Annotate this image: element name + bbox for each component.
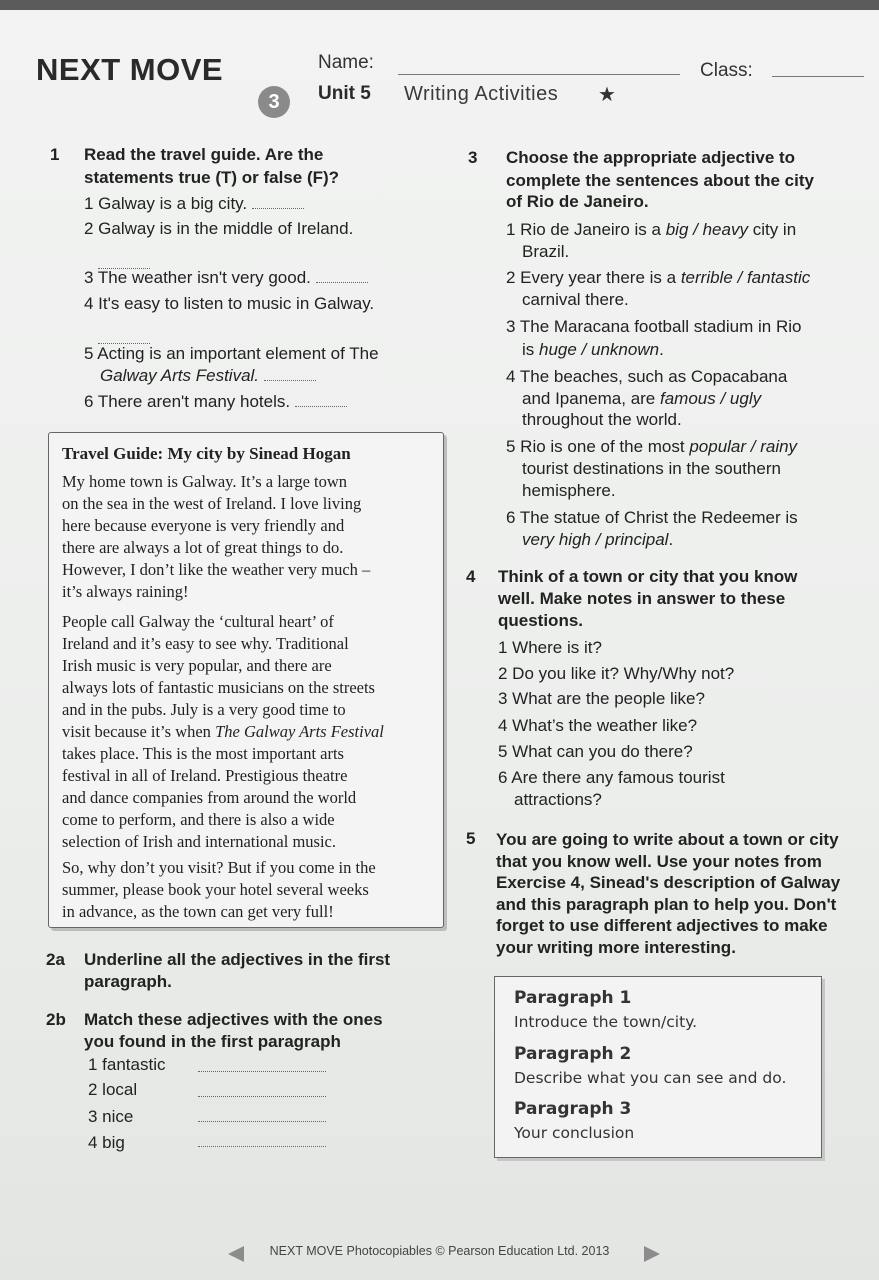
name-field[interactable] [398, 74, 680, 75]
ex1-instruction-line1: Read the travel guide. Are the [84, 145, 324, 164]
ex2b-item-2: 2 local [88, 1080, 138, 1099]
unit-title: Writing Activities [404, 83, 559, 105]
ex1-item-1: 1 Galway is a big city. [84, 194, 304, 214]
guide-paragraph-3: So, why don’t you visit? But if you come in the summer, please book your hotel several weeks in advance, as the town can get very full! [62, 858, 376, 921]
ex3-sentence-3: 3 The Maracana football stadium in Rio [506, 317, 802, 336]
plan-paragraph-2-heading: Paragraph 2 [514, 1044, 632, 1064]
answer-blank[interactable] [264, 380, 316, 381]
plan-paragraph-3-heading: Paragraph 3 [514, 1099, 632, 1119]
ex2b-item-3: 3 nice [88, 1107, 134, 1126]
name-label: Name: [318, 52, 374, 73]
answer-blank[interactable] [316, 282, 368, 283]
ex4-question-6-cont: attractions? [514, 790, 602, 809]
star-icon: ★ [598, 84, 616, 106]
ex3-sentence-5-cont2: hemisphere. [522, 481, 616, 500]
ex2b-number: 2b [46, 1010, 66, 1029]
ex1-item-4: 4 It's easy to listen to music in Galway. [84, 294, 375, 313]
ex3-sentence-4-cont: and Ipanema, are famous / ugly [522, 389, 762, 408]
plan-paragraph-3-text: Your conclusion [514, 1124, 635, 1142]
guide-paragraph-1: My home town is Galway. It’s a large town on the sea in the west of Ireland. I love living here because everyone is very friendly and there are always a lot of great things to do. However, I don’t like the weather very much – it’s always raining! [62, 472, 371, 601]
ex3-sentence-1: 1 Rio de Janeiro is a big / heavy city in [506, 220, 797, 239]
ex4-number: 4 [466, 567, 476, 586]
travel-guide-title: Travel Guide: My city by Sinead Hogan [62, 444, 351, 463]
ex3-sentence-6: 6 The statue of Christ the Redeemer is [506, 508, 798, 527]
ex1-instruction-line2: statements true (T) or false (F)? [84, 168, 340, 187]
guide-paragraph-2: People call Galway the ‘cultural heart’ of Ireland and it’s easy to see why. Traditional Irish music is very popular, and there are always lots of fantastic musicians on the streets and in the pubs. July is a very good time to visit because it’s when The Galway Arts Festival takes place. This is the most important arts festival in all of Ireland. Prestigious theatre and dance companies from around the world come to perform, and there is also a wide selection of Irish and international music. [62, 612, 384, 851]
ex4-question-6: 6 Are there any famous tourist [498, 768, 725, 787]
ex3-instruction-line3: of Rio de Janeiro. [506, 192, 649, 211]
answer-blank[interactable] [252, 208, 304, 209]
ex3-sentence-6-cont: very high / principal. [522, 530, 674, 549]
ex3-instruction-line1: Choose the appropriate adjective to [506, 148, 796, 167]
top-edge [0, 0, 879, 10]
ex2a-instruction-line1: Underline all the adjectives in the first [84, 950, 391, 969]
plan-paragraph-2-text: Describe what you can see and do. [514, 1069, 787, 1087]
plan-paragraph-1-heading: Paragraph 1 [514, 988, 632, 1008]
ex5-number: 5 [466, 829, 476, 848]
footer-arrow-right-icon [644, 1246, 660, 1262]
ex2a-instruction-line2: paragraph. [84, 972, 172, 991]
ex1-number: 1 [50, 145, 60, 164]
unit-label: Unit 5 [318, 83, 371, 104]
ex2b-instruction-line2: you found in the first paragraph [84, 1032, 341, 1051]
ex3-sentence-4-cont2: throughout the world. [522, 410, 682, 429]
ex1-item-3: 3 The weather isn't very good. [84, 268, 368, 288]
ex3-sentence-2: 2 Every year there is a terrible / fantastic [506, 268, 811, 287]
ex1-item-2: 2 Galway is in the middle of Ireland. [84, 219, 354, 238]
ex5-instruction: You are going to write about a town or city that you know well. Use your notes from Exercise 4, Sinead's description of Galway and this paragraph plan to help you. Don't forget to use different adjectives to make your writing more interesting. [496, 830, 841, 957]
answer-blank[interactable] [198, 1071, 326, 1072]
footer-copyright: NEXT MOVE Photocopiables © Pearson Education Ltd. 2013 [269, 1244, 610, 1258]
ex4-instruction-line1: Think of a town or city that you know [498, 567, 798, 586]
class-field[interactable] [772, 76, 864, 77]
ex4-question-1: 1 Where is it? [498, 638, 602, 657]
ex1-item-5-cont: Galway Arts Festival. [100, 366, 316, 386]
ex3-sentence-4: 4 The beaches, such as Copacabana [506, 367, 788, 386]
ex2b-item-1: 1 fantastic [88, 1055, 166, 1074]
ex3-sentence-1-cont: Brazil. [522, 242, 570, 261]
plan-paragraph-1-text: Introduce the town/city. [514, 1013, 698, 1031]
brand-logo: NEXT MOVE [36, 52, 224, 87]
ex3-sentence-5-cont: tourist destinations in the southern [522, 459, 781, 478]
ex3-sentence-5: 5 Rio is one of the most popular / rainy [506, 437, 798, 456]
ex4-question-5: 5 What can you do there? [498, 742, 693, 761]
ex4-question-2: 2 Do you like it? Why/Why not? [498, 664, 735, 683]
ex1-item-5: 5 Acting is an important element of The [84, 344, 379, 363]
ex3-sentence-3-cont: is huge / unknown. [522, 340, 664, 359]
class-label: Class: [700, 60, 753, 81]
level-badge: 3 [258, 86, 290, 118]
ex2b-instruction-line1: Match these adjectives with the ones [84, 1010, 383, 1029]
ex1-item-6: 6 There aren't many hotels. [84, 392, 347, 412]
answer-blank[interactable] [198, 1096, 326, 1097]
ex4-instruction-line2: well. Make notes in answer to these [498, 589, 786, 608]
answer-blank[interactable] [198, 1121, 326, 1122]
answer-blank[interactable] [198, 1146, 326, 1147]
ex3-number: 3 [468, 148, 478, 167]
ex4-question-4: 4 What’s the weather like? [498, 716, 698, 735]
answer-blank[interactable] [295, 406, 347, 407]
ex4-instruction-line3: questions. [498, 611, 584, 630]
ex4-question-3: 3 What are the people like? [498, 689, 705, 708]
ex2b-item-4: 4 big [88, 1133, 125, 1152]
ex2a-number: 2a [46, 950, 65, 969]
ex3-instruction-line2: complete the sentences about the city [506, 171, 814, 190]
ex3-sentence-2-cont: carnival there. [522, 290, 629, 309]
